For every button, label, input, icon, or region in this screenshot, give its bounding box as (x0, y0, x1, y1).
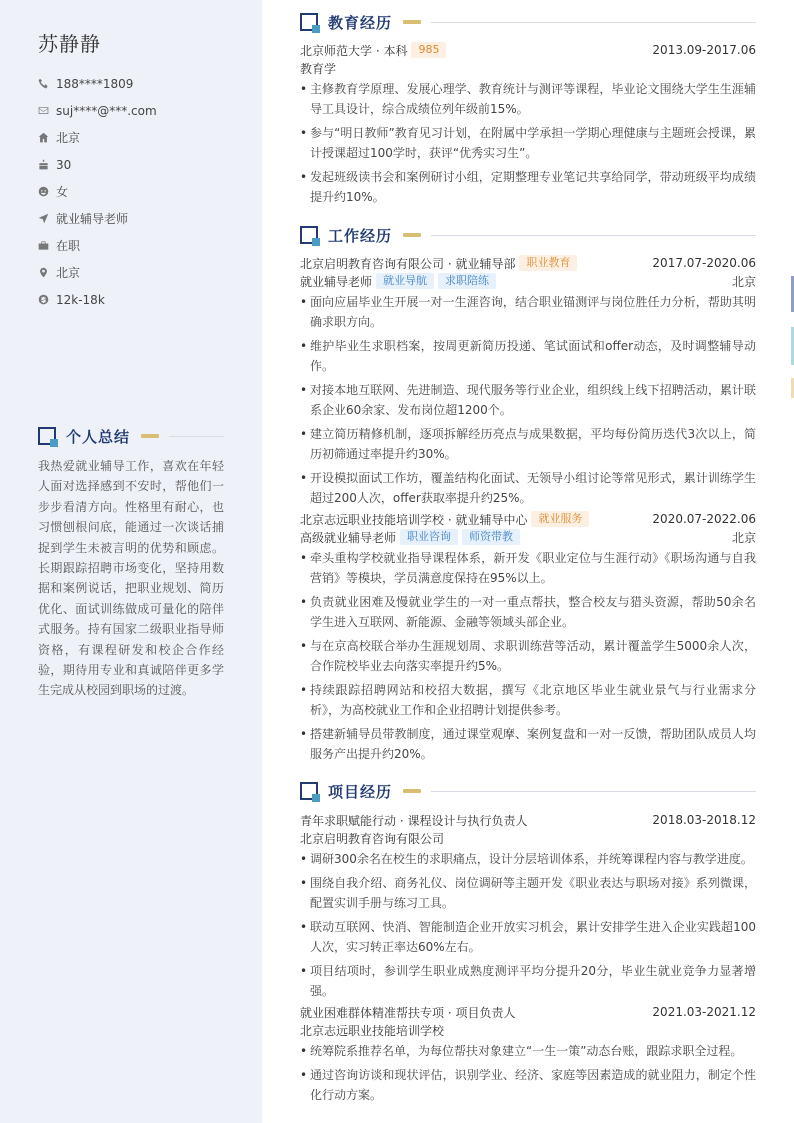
education-header-row (300, 41, 756, 59)
project-org-row (300, 829, 756, 847)
industry-tag: 职业教育 (519, 255, 577, 271)
school-tag: 985 (411, 42, 446, 58)
section-square-icon (300, 13, 318, 31)
projects-section (300, 781, 756, 801)
candidate-name: 苏静静 (38, 32, 101, 56)
work-date: 2020.07-2022.06 (652, 512, 756, 526)
work-entry-1 (300, 254, 756, 512)
list-item: • 维护毕业生求职档案，按周更新简历投递、笔试面试和offer动态，及时调整辅导动作。 (300, 336, 756, 376)
list-item: • 建立简历精修机制，逐项拆解经历亮点与成果数据，平均每份简历迭代3次以上，简历初筛通过率提升约30%。 (300, 424, 756, 464)
cake-icon (38, 159, 56, 170)
info-age (38, 151, 157, 178)
education-bullets (300, 79, 756, 207)
list-item: • 主修教育学原理、发展心理学、教育统计与测评等课程，毕业论文围绕大学生生涯辅导工具设计，综合成绩位列年级前15%。 (300, 79, 756, 119)
skill-tag: 职业咨询 (400, 529, 458, 545)
info-salary (38, 286, 157, 313)
list-item: • 搭建新辅导员带教制度，通过课堂观摩、案例复盘和一对一反馈，帮助团队成员人均服务产出提升约20%。 (300, 724, 756, 764)
work-city: 北京 (731, 530, 756, 545)
info-location (38, 259, 157, 286)
list-item: • 通过咨询访谈和现状评估，识别学业、经济、家庭等因素造成的就业阻力，制定个性化行动方案。 (300, 1065, 756, 1105)
position-row (300, 272, 756, 290)
list-item: • 围绕自我介绍、商务礼仪、岗位调研等主题开发《职业表达与职场对接》系列微课，配置实训手册与练习工具。 (300, 873, 756, 913)
divider-line (169, 436, 224, 437)
contact-info-list (38, 70, 157, 313)
section-square-icon (38, 427, 56, 445)
info-target-position (38, 205, 157, 232)
project-org-row (300, 1021, 756, 1039)
project-bullets (300, 849, 756, 1001)
divider-line (431, 791, 756, 792)
project-bullets (300, 1041, 756, 1105)
info-email (38, 97, 157, 124)
summary-section (38, 426, 224, 701)
skill-tag: 就业导航 (376, 273, 434, 289)
list-item: • 发起班级读书会和案例研讨小组，定期整理专业笔记共享给同学，带动班级平均成绩提升约10%。 (300, 167, 756, 207)
project-entry-1 (300, 811, 756, 1005)
info-home (38, 124, 157, 151)
divider-line (431, 235, 756, 236)
project-name: 青年求职赋能行动 · 课程设计与执行负责人 (300, 813, 528, 828)
company-name: 北京志远职业技能培训学校 · 就业辅导中心 (300, 512, 528, 527)
list-item: • 调研300余名在校生的求职痛点，设计分层培训体系，并统筹课程内容与教学进度。 (300, 849, 756, 869)
major-row (300, 59, 756, 77)
info-status (38, 232, 157, 259)
work-header (300, 225, 756, 245)
list-item: • 开设模拟面试工作坊，覆盖结构化面试、无领导小组讨论等常见形式，累计训练学生超过200人次，offer获取率提升约25%。 (300, 468, 756, 508)
position-row (300, 528, 756, 546)
work-bullets (300, 548, 756, 764)
education-title: 教育经历 (328, 13, 393, 32)
company-name: 北京启明教育咨询有限公司 · 就业辅导部 (300, 256, 516, 271)
work-entry-2 (300, 510, 756, 768)
list-item: • 联动互联网、快消、智能制造企业开放实习机会，累计安排学生进入企业实践超100人次，实习转正率达60%左右。 (300, 917, 756, 957)
list-item: • 项目结项时，参训学生职业成熟度测评平均分提升20分，毕业生就业竞争力显著增强。 (300, 961, 756, 1001)
work-header-row (300, 510, 756, 528)
project-org: 北京启明教育咨询有限公司 (300, 831, 445, 846)
project-date: 2021.03-2021.12 (652, 1005, 756, 1019)
major: 教育学 (300, 61, 337, 76)
location-text: 北京 (56, 266, 81, 280)
info-phone (38, 70, 157, 97)
work-header-row (300, 254, 756, 272)
work-title: 工作经历 (328, 226, 393, 245)
work-bullets (300, 292, 756, 508)
section-square-icon (300, 782, 318, 800)
list-item: • 面向应届毕业生开展一对一生涯咨询，结合职业锚测评与岗位胜任力分析，帮助其明确求职方向。 (300, 292, 756, 332)
list-item: • 与在京高校联合举办生涯规划周、求职训练营等活动，累计覆盖学生5000余人次，合作院校毕业去向落实率提升约5%。 (300, 636, 756, 676)
position: 就业辅导老师 (300, 274, 373, 289)
email-text: suj****@***.com (56, 103, 157, 118)
gender-text: 女 (56, 185, 69, 199)
school-name: 北京师范大学 · 本科 (300, 43, 408, 58)
projects-header (300, 781, 756, 801)
gold-accent (403, 20, 421, 24)
summary-header (38, 426, 224, 446)
info-gender (38, 178, 157, 205)
project-name: 就业困难群体精准帮扶专项 · 项目负责人 (300, 1005, 516, 1020)
mail-icon (38, 105, 56, 116)
status-text: 在职 (56, 239, 81, 253)
age-text: 30 (56, 157, 72, 172)
work-section (300, 225, 756, 245)
education-date: 2013.09-2017.06 (652, 43, 756, 57)
gender-icon (38, 186, 56, 197)
education-entry (300, 41, 756, 211)
project-entry-2 (300, 1003, 756, 1109)
list-item: • 参与“明日教师”教育见习计划，在附属中学承担一学期心理健康与主题班会授课，累计授课超过100学时，获评“优秀实习生”。 (300, 123, 756, 163)
summary-text: 我热爱就业辅导工作，喜欢在年轻人面对选择感到不安时，帮他们一步步看清方向。性格里有耐心，也习惯刨根问底，能通过一次谈话捕捉到学生未被言明的优势和顾虑。长期跟踪招聘市场变化，坚持用数据和案例说话，把职业规划、简历优化、面试训练做成可量化的陪伴式服务。持有国家二级职业指导师资格，有课程研发和校企合作经验，期待用专业和真诚陪伴更多学生完成从校园到职场的过渡。 (38, 459, 224, 698)
section-square-icon (300, 226, 318, 244)
position: 高级就业辅导老师 (300, 530, 397, 545)
list-item: • 负责就业困难及慢就业学生的一对一重点帮扶，整合校友与猎头资源，帮助50余名学生进入互联网、新能源、金融等领域头部企业。 (300, 592, 756, 632)
project-header-row (300, 811, 756, 829)
gold-accent (141, 434, 159, 438)
gold-accent (403, 789, 421, 793)
briefcase-icon (38, 240, 56, 251)
gold-accent (403, 233, 421, 237)
location-icon (38, 267, 56, 278)
salary-icon (38, 294, 56, 305)
divider-line (431, 22, 756, 23)
project-header-row (300, 1003, 756, 1021)
industry-tag: 就业服务 (531, 511, 589, 527)
phone-text: 188****1809 (56, 76, 134, 91)
education-section (300, 12, 756, 32)
salary-text: 12k-18k (56, 292, 105, 307)
education-header (300, 12, 756, 32)
list-item: • 统筹院系推荐名单，为每位帮扶对象建立“一生一策”动态台账，跟踪求职全过程。 (300, 1041, 756, 1061)
skill-tag: 求职陪练 (438, 273, 496, 289)
list-item: • 持续跟踪招聘网站和校招大数据，撰写《北京地区毕业生就业景气与行业需求分析》，为高校就业工作和企业招聘计划提供参考。 (300, 680, 756, 720)
project-date: 2018.03-2018.12 (652, 813, 756, 827)
work-date: 2017.07-2020.06 (652, 256, 756, 270)
summary-title: 个人总结 (66, 427, 131, 446)
list-item: • 牵头重构学校就业指导课程体系，新开发《职业定位与生涯行动》《职场沟通与自我营销》等模块，学员满意度保持在95%以上。 (300, 548, 756, 588)
home-text: 北京 (56, 131, 81, 145)
home-icon (38, 132, 56, 143)
project-org: 北京志远职业技能培训学校 (300, 1023, 445, 1038)
work-city: 北京 (731, 274, 756, 289)
target-position-text: 就业辅导老师 (56, 212, 129, 226)
list-item: • 对接本地互联网、先进制造、现代服务等行业企业，组织线上线下招聘活动，累计联系企业60余家、发布岗位超1200个。 (300, 380, 756, 420)
phone-icon (38, 78, 56, 89)
skill-tag: 师资带教 (462, 529, 520, 545)
send-icon (38, 213, 56, 224)
projects-title: 项目经历 (328, 782, 393, 801)
